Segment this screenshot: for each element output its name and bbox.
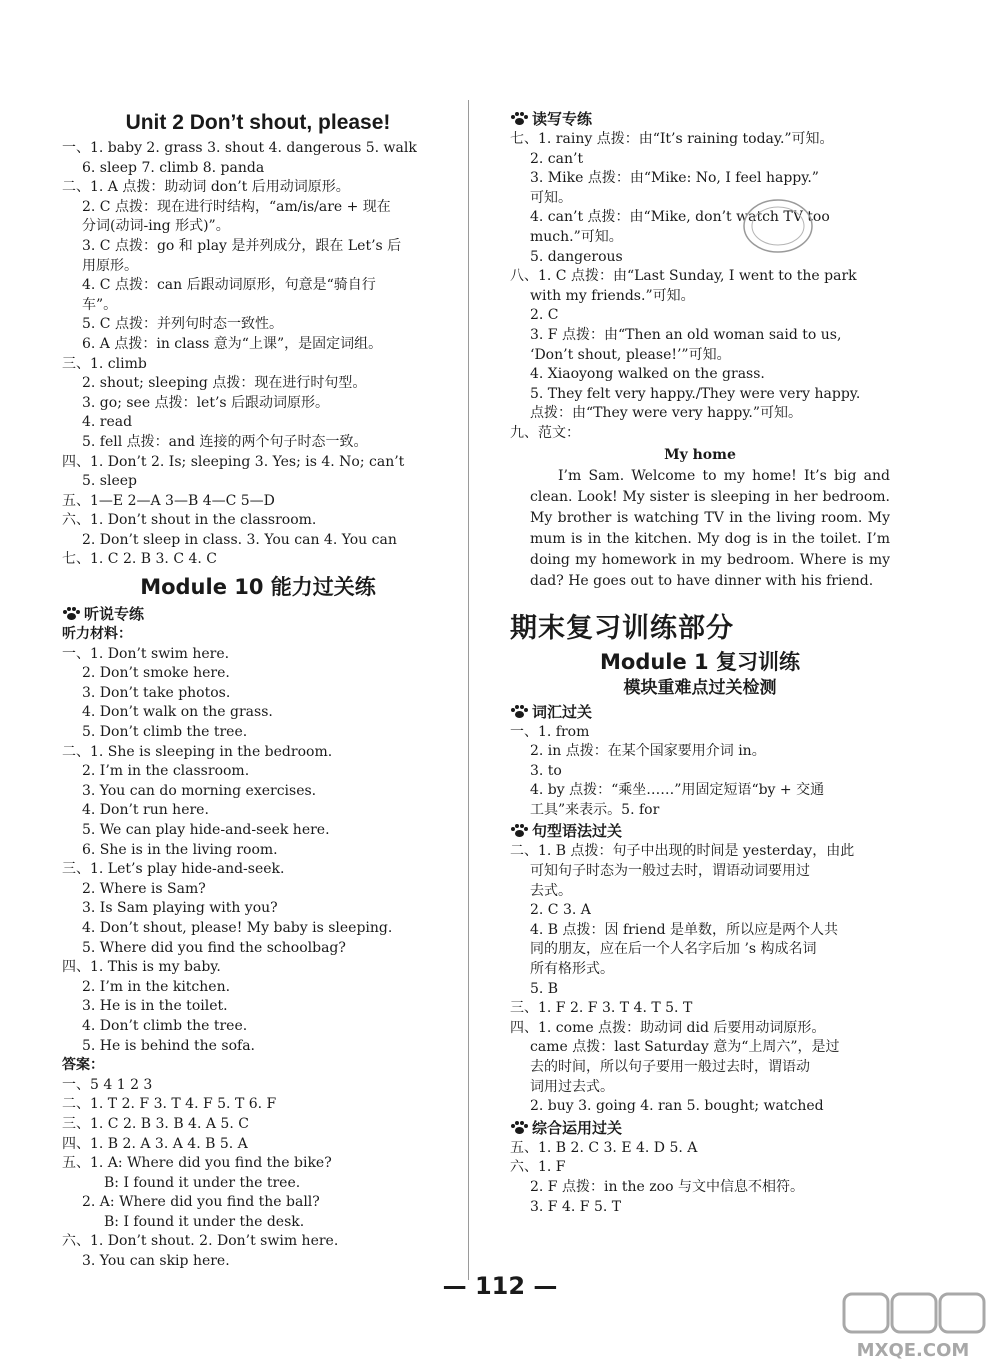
- section-heading-read: [510, 108, 890, 130]
- section-label: 听说专练: [84, 605, 145, 624]
- answer-line: 4. Don’t walk on the grass.: [82, 704, 273, 721]
- answer-line: 同的朋友，应在后一个人名字后加 ’s 构成名词: [530, 941, 817, 958]
- reading-answers: [510, 130, 890, 444]
- section-label: 词汇过关: [532, 702, 593, 721]
- answer-line: 五、1. A: Where did you find the bike?: [62, 1155, 332, 1172]
- answer-line: 3. F 4. F 5. T: [530, 1198, 622, 1215]
- answer-line: 3. Don’t take photos.: [82, 684, 231, 701]
- answer-line: B: I found it under the tree.: [104, 1174, 301, 1191]
- review-subtitle: 模块重难点过关检测: [623, 677, 777, 698]
- section-label: 综合运用过关: [532, 1118, 623, 1137]
- listening-material-label: 听力材料：: [62, 626, 132, 643]
- answer-line: 一、5 4 1 2 3: [62, 1076, 153, 1093]
- answer-line: 2. Don’t sleep in class. 3. You can 4. You can: [82, 531, 397, 548]
- answer-line: 4. Xiaoyong walked on the grass.: [530, 366, 765, 383]
- answer-line: 可知句子时态为一般过去时，谓语动词要用过: [530, 863, 810, 880]
- answer-line: 四、1. Don’t 2. Is; sleeping 3. Yes; is 4. No; can’t: [62, 453, 405, 470]
- answer-line: 三、1. Let’s play hide-and-seek.: [62, 861, 285, 878]
- answer-line: 六、1. Don’t shout in the classroom.: [62, 512, 317, 529]
- section-label: 读写专练: [532, 110, 593, 128]
- answer-line: 5. He is behind the sofa.: [82, 1037, 256, 1054]
- answer-line: 3. He is in the toilet.: [82, 998, 228, 1015]
- answer-line: 2. buy 3. going 4. ran 5. bought; watched: [530, 1098, 824, 1115]
- svg-text:MXQE.COM: MXQE.COM: [856, 1340, 970, 1361]
- section-heading-vocab: [510, 701, 890, 723]
- answer-line: 三、1. C 2. B 3. B 4. A 5. C: [62, 1115, 249, 1132]
- answer-line: 点拨：由“They were very happy.”可知。: [530, 405, 803, 422]
- paw-icon: [510, 1121, 530, 1135]
- answer-line: 5. dangerous: [530, 248, 623, 265]
- answer-line: 2. Where is Sam?: [82, 880, 206, 897]
- answer-line: 所有格形式。: [530, 961, 614, 978]
- answer-line: ‘Don’t shout, please!’”可知。: [530, 346, 731, 363]
- answer-line: 2. Don’t smoke here.: [82, 665, 230, 682]
- paw-icon: [62, 607, 82, 621]
- answer-line: 二、1. T 2. F 3. T 4. F 5. T 6. F: [62, 1096, 277, 1113]
- vocab-answers: [510, 723, 890, 821]
- answer-line: 3. You can do morning exercises.: [82, 782, 317, 799]
- review-module-title: Module 1 复习训练: [600, 649, 800, 674]
- answer-line: 6. A 点拨：in class 意为“上课”，是固定词组。: [82, 335, 383, 352]
- answer-line: 5. They felt very happy./They were very happy.: [530, 385, 861, 402]
- answer-line: 4. Don’t climb the tree.: [82, 1017, 248, 1034]
- section-heading-grammar: [510, 820, 890, 842]
- listening-material: [62, 645, 454, 1056]
- comprehensive-answers: [510, 1139, 890, 1217]
- answer-line: 八、1. C 点拨：由“Last Sunday, I went to the park: [510, 268, 857, 285]
- answer-line: 工具”来表示。5. for: [530, 801, 660, 818]
- essay-text: I’m Sam. Welcome to my home! It’s big and clean. Look! My sister is sleeping in her bedroom. My brother is watching TV in the living room. My mum is in the kitchen. My dog is in the toilet. I’m doing my homework in my bedroom. Where is my dad? He goes out to have dinner with his friend.: [530, 467, 890, 589]
- unit-title: Unit 2 Don’t shout, please!: [125, 111, 391, 134]
- grammar-answers: [510, 842, 890, 1116]
- answer-line: 4. Don’t shout, please! My baby is sleeping.: [82, 919, 393, 936]
- answer-line: 2. can’t: [530, 150, 584, 167]
- answer-line: 五、1—E 2—A 3—B 4—C 5—D: [62, 492, 275, 509]
- answer-line: 四、1. come 点拨：助动词 did 后要用动词原形。: [510, 1019, 826, 1036]
- column-divider: [468, 100, 469, 1280]
- answer-line: 七、1. rainy 点拨：由“It’s raining today.”可知。: [510, 131, 834, 147]
- answer-line: came 点拨：last Saturday 意为“上周六”，是过: [530, 1039, 840, 1056]
- answer-line: 2. in 点拨：在某个国家要用介词 in。: [530, 743, 766, 760]
- answer-line: much.”可知。: [530, 228, 623, 245]
- answer-line: 2. C 3. A: [530, 902, 591, 919]
- answer-line: 3. to: [530, 762, 562, 779]
- unit-answers: [62, 139, 454, 570]
- watermark-logo-icon: [838, 1290, 988, 1362]
- answer-line: 一、1. Don’t swim here.: [62, 645, 230, 662]
- answer-line: 车”。: [82, 296, 118, 313]
- page-number: — 112 —: [442, 1272, 558, 1300]
- listening-answers: [62, 1076, 454, 1272]
- answer-line: 二、1. B 点拨：句子中出现的时间是 yesterday，由此: [510, 843, 855, 860]
- answer-line: 三、1. F 2. F 3. T 4. T 5. T: [510, 1000, 693, 1017]
- answer-line: with my friends.”可知。: [530, 287, 695, 304]
- answer-line: 二、1. A 点拨：助动词 don’t 后用动词原形。: [62, 179, 350, 196]
- answer-line: 2. C 点拨：现在进行时结构，“am/is/are + 现在: [82, 198, 391, 215]
- answer-line: 二、1. She is sleeping in the bedroom.: [62, 743, 333, 760]
- part-title: 期末复习训练部分: [510, 612, 734, 644]
- answer-line: 一、1. baby 2. grass 3. shout 4. dangerous 5. walk: [62, 140, 417, 156]
- answer-line: 4. Don’t run here.: [82, 802, 209, 819]
- answer-line: 2. A: Where did you find the ball?: [82, 1194, 320, 1211]
- left-column: [62, 108, 454, 1272]
- essay-title: My home: [664, 446, 736, 463]
- answer-line: 6. She is in the living room.: [82, 841, 278, 858]
- paw-icon: [510, 112, 530, 126]
- answer-line: 4. can’t 点拨：由“Mike, don’t watch TV too: [530, 209, 830, 226]
- answer-line: 2. shout; sleeping 点拨：现在进行时句型。: [82, 375, 367, 392]
- answer-line: 5. fell 点拨：and 连接的两个句子时态一致。: [82, 433, 368, 450]
- answer-line: 去式。: [530, 882, 572, 899]
- answer-line: 3. Mike 点拨：由“Mike: No, I feel happy.”: [530, 170, 819, 187]
- section-heading-comprehensive: [510, 1117, 890, 1139]
- module-title: Module 10 能力过关练: [140, 575, 376, 600]
- answer-line: B: I found it under the desk.: [104, 1213, 305, 1230]
- answer-line: 六、1. F: [510, 1159, 566, 1176]
- answer-line: 3. F 点拨：由“Then an old woman said to us,: [530, 326, 842, 343]
- stamp-icon: [740, 196, 816, 256]
- answer-line: 去的时间，所以句子要用一般过去时，谓语动: [530, 1059, 810, 1075]
- answer-line: 2. C: [530, 307, 559, 324]
- section-label: 句型语法过关: [532, 822, 623, 841]
- answer-line: 四、1. B 2. A 3. A 4. B 5. A: [62, 1135, 248, 1152]
- paw-icon: [510, 824, 530, 838]
- answer-line: 5. Where did you find the schoolbag?: [82, 939, 346, 956]
- answer-line: 用原形。: [82, 257, 138, 274]
- answer-line: 一、1. from: [510, 723, 590, 740]
- answer-line: 分词(动词-ing 形式)”。: [82, 218, 230, 235]
- answer-line: 词用过去式。: [530, 1078, 614, 1095]
- answer-line: 4. B 点拨：因 friend 是单数，所以应是两个人共: [530, 921, 839, 938]
- right-column: [510, 108, 890, 1217]
- paw-icon: [510, 705, 530, 719]
- answer-line: 五、1. B 2. C 3. E 4. D 5. A: [510, 1139, 698, 1156]
- answers-label: 答案：: [62, 1057, 104, 1074]
- answer-line: 4. read: [82, 414, 133, 431]
- answer-line: 5. C 点拨：并列句时态一致性。: [82, 316, 283, 333]
- answer-line: 2. I’m in the kitchen.: [82, 978, 231, 995]
- answer-line: 5. sleep: [82, 473, 138, 490]
- answer-line: 可知。: [530, 189, 572, 206]
- answer-line: 5. We can play hide-and-seek here.: [82, 822, 330, 838]
- answer-line: 6. sleep 7. climb 8. panda: [82, 159, 265, 176]
- answer-line: 4. by 点拨：“乘坐……”用固定短语“by + 交通: [530, 782, 825, 799]
- answer-line: 2. F 点拨：in the zoo 与文中信息不相符。: [530, 1178, 804, 1195]
- answer-line: 3. go; see 点拨：let’s 后跟动词原形。: [82, 394, 330, 411]
- answer-line: 3. Is Sam playing with you?: [82, 900, 278, 917]
- answer-line: 5. B: [530, 980, 559, 997]
- answer-line: 六、1. Don’t shout. 2. Don’t swim here.: [62, 1233, 339, 1250]
- answer-line: 三、1. climb: [62, 355, 147, 372]
- answer-line: 四、1. This is my baby.: [62, 959, 221, 976]
- answer-line: 3. C 点拨：go 和 play 是并列成分，跟在 Let’s 后: [82, 237, 402, 254]
- answer-line: 4. C 点拨：can 后跟动词原形，句意是“骑自行: [82, 277, 376, 294]
- answer-line: 九、范文：: [510, 424, 580, 441]
- answer-line: 2. I’m in the classroom.: [82, 763, 250, 780]
- section-heading-listen: [62, 603, 454, 625]
- answer-line: 七、1. C 2. B 3. C 4. C: [62, 551, 218, 568]
- answer-line: 5. Don’t climb the tree.: [82, 724, 248, 741]
- answer-line: 3. You can skip here.: [82, 1253, 230, 1270]
